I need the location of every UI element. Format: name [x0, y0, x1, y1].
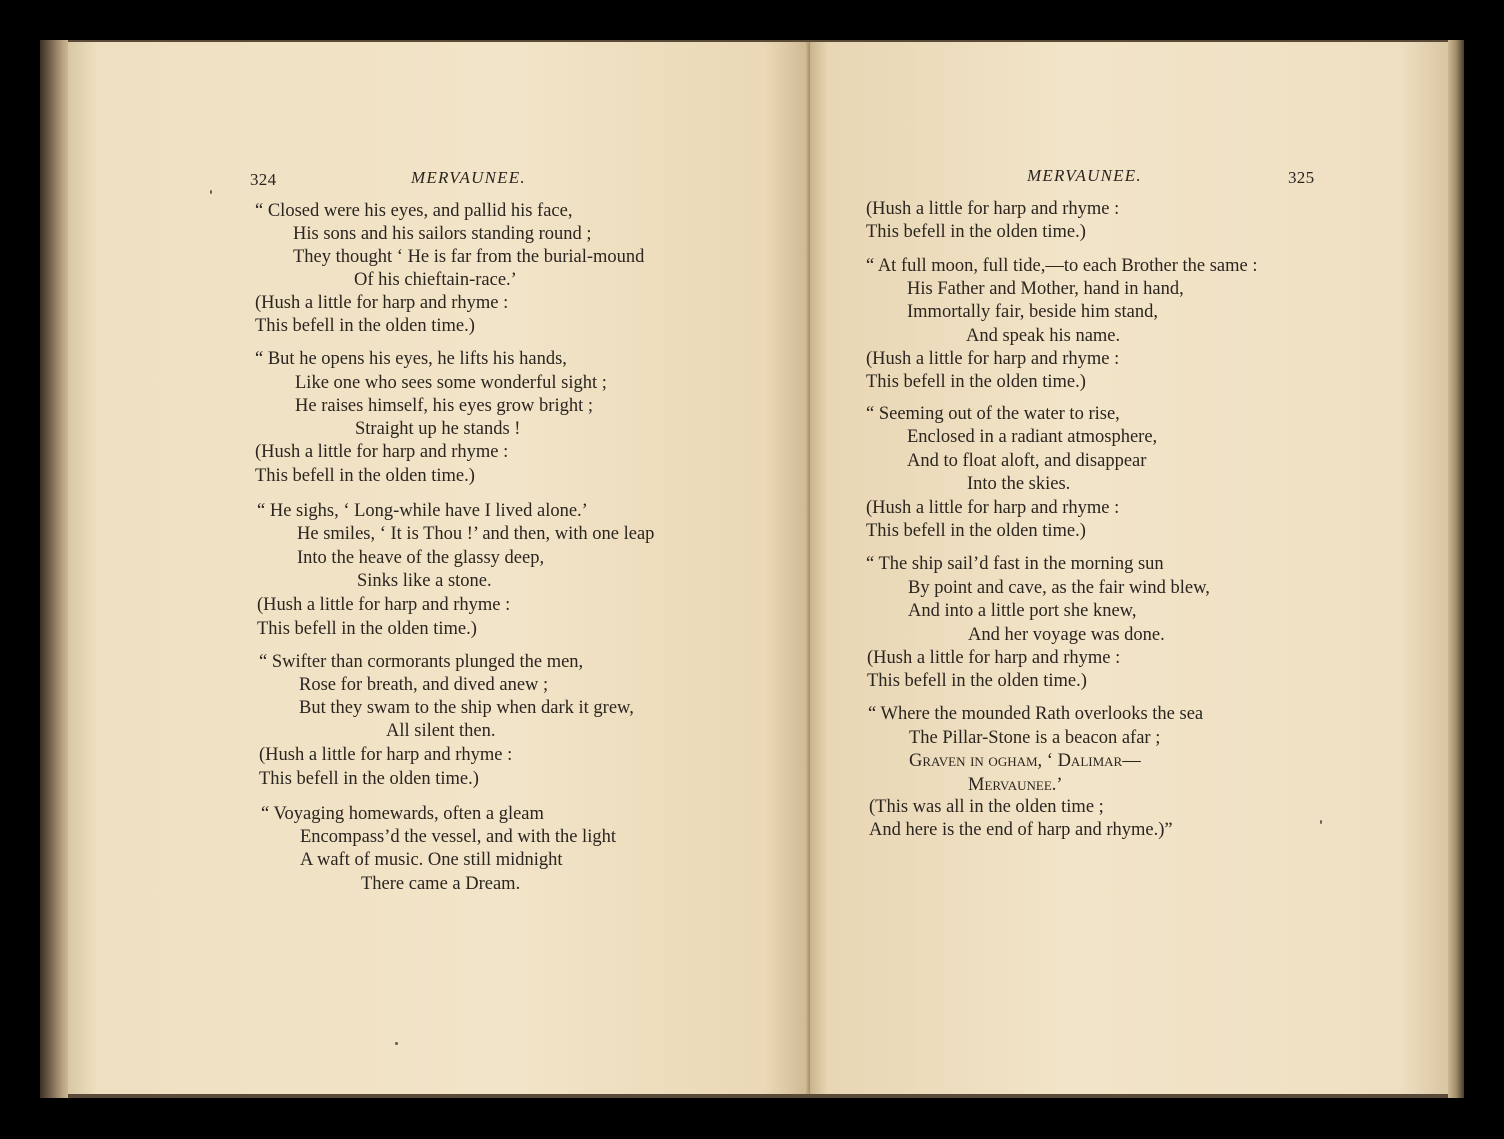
verse-line: “ Swifter than cormorants plunged the men, [259, 652, 584, 672]
verse-line: Straight up he stands ! [355, 419, 521, 439]
page-number: 325 [1288, 168, 1315, 187]
verse-line: (Hush a little for harp and rhyme : [867, 648, 1121, 668]
verse-line: (Hush a little for harp and rhyme : [259, 745, 513, 765]
verse-line: A waft of music. One still midnight [300, 850, 563, 870]
open-book [40, 40, 1464, 1098]
verse-line: He raises himself, his eyes grow bright ; [295, 396, 593, 416]
verse-line: “ Closed were his eyes, and pallid his face, [255, 201, 573, 221]
verse-line: The Pillar-Stone is a beacon afar ; [909, 728, 1161, 748]
verse-line: (Hush a little for harp and rhyme : [257, 595, 511, 615]
verse-line: (Hush a little for harp and rhyme : [255, 442, 509, 462]
verse-line: All silent then. [386, 721, 496, 741]
verse-line: (Hush a little for harp and rhyme : [255, 293, 509, 313]
verse-line: And speak his name. [966, 326, 1121, 346]
verse-line: Graven in ogham, ‘ Dalimar— [909, 751, 1141, 771]
book-edge-right [1448, 40, 1464, 1098]
verse-line: (Hush a little for harp and rhyme : [866, 349, 1120, 369]
verse-line: And her voyage was done. [968, 625, 1165, 645]
verse-line: Immortally fair, beside him stand, [907, 302, 1159, 322]
verse-line: (Hush a little for harp and rhyme : [866, 199, 1120, 219]
verse-line: “ The ship sail’d fast in the morning sun [866, 554, 1164, 574]
verse-line: This befell in the olden time.) [257, 619, 477, 639]
verse-line: He smiles, ‘ It is Thou !’ and then, with one leap [297, 524, 655, 544]
verse-line: And to float aloft, and disappear [907, 451, 1147, 471]
page-number: 324 [250, 170, 277, 189]
right-page [810, 42, 1450, 1094]
verse-line: His sons and his sailors standing round ; [293, 224, 592, 244]
paper-speck [1320, 820, 1322, 824]
verse-line: Like one who sees some wonderful sight ; [295, 373, 607, 393]
verse-line: There came a Dream. [361, 874, 521, 894]
verse-line: “ Where the mounded Rath overlooks the sea [868, 704, 1204, 724]
verse-line: This befell in the olden time.) [255, 466, 475, 486]
verse-line: His Father and Mother, hand in hand, [907, 279, 1184, 299]
verse-line: This befell in the olden time.) [866, 372, 1086, 392]
verse-line: Of his chieftain-race.’ [354, 270, 517, 290]
verse-line: They thought ‘ He is far from the burial-mound [293, 247, 645, 267]
verse-line: (Hush a little for harp and rhyme : [866, 498, 1120, 518]
verse-line: Into the heave of the glassy deep, [297, 548, 545, 568]
verse-line: (This was all in the olden time ; [869, 797, 1104, 817]
verse-line: Mervaunee.’ [968, 775, 1063, 795]
verse-line: But they swam to the ship when dark it grew, [299, 698, 634, 718]
paper-speck [210, 190, 212, 194]
verse-line: This befell in the olden time.) [259, 769, 479, 789]
verse-line: This befell in the olden time.) [866, 521, 1086, 541]
verse-line: Rose for breath, and dived anew ; [299, 675, 549, 695]
verse-line: By point and cave, as the fair wind blew, [908, 578, 1210, 598]
verse-line: This befell in the olden time.) [867, 671, 1087, 691]
book-edge-left [40, 40, 68, 1098]
verse-line: “ Voyaging homewards, often a gleam [261, 804, 544, 824]
paper-speck [395, 1042, 398, 1045]
verse-line: “ He sighs, ‘ Long-while have I lived alone.’ [257, 501, 588, 521]
verse-line: Into the skies. [967, 474, 1071, 494]
verse-line: And here is the end of harp and rhyme.)” [869, 820, 1173, 840]
running-title: MERVAUNEE. [1027, 166, 1142, 185]
verse-line: Enclosed in a radiant atmosphere, [907, 427, 1158, 447]
verse-line: Sinks like a stone. [357, 571, 492, 591]
verse-line: “ Seeming out of the water to rise, [866, 404, 1120, 424]
left-page [68, 42, 810, 1094]
verse-line: Encompass’d the vessel, and with the light [300, 827, 616, 847]
verse-line: “ At full moon, full tide,—to each Brother the same : [866, 256, 1258, 276]
verse-line: This befell in the olden time.) [866, 222, 1086, 242]
verse-line: This befell in the olden time.) [255, 316, 475, 336]
running-title: MERVAUNEE. [411, 168, 526, 187]
verse-line: “ But he opens his eyes, he lifts his hands, [255, 349, 567, 369]
verse-line: And into a little port she knew, [908, 601, 1137, 621]
